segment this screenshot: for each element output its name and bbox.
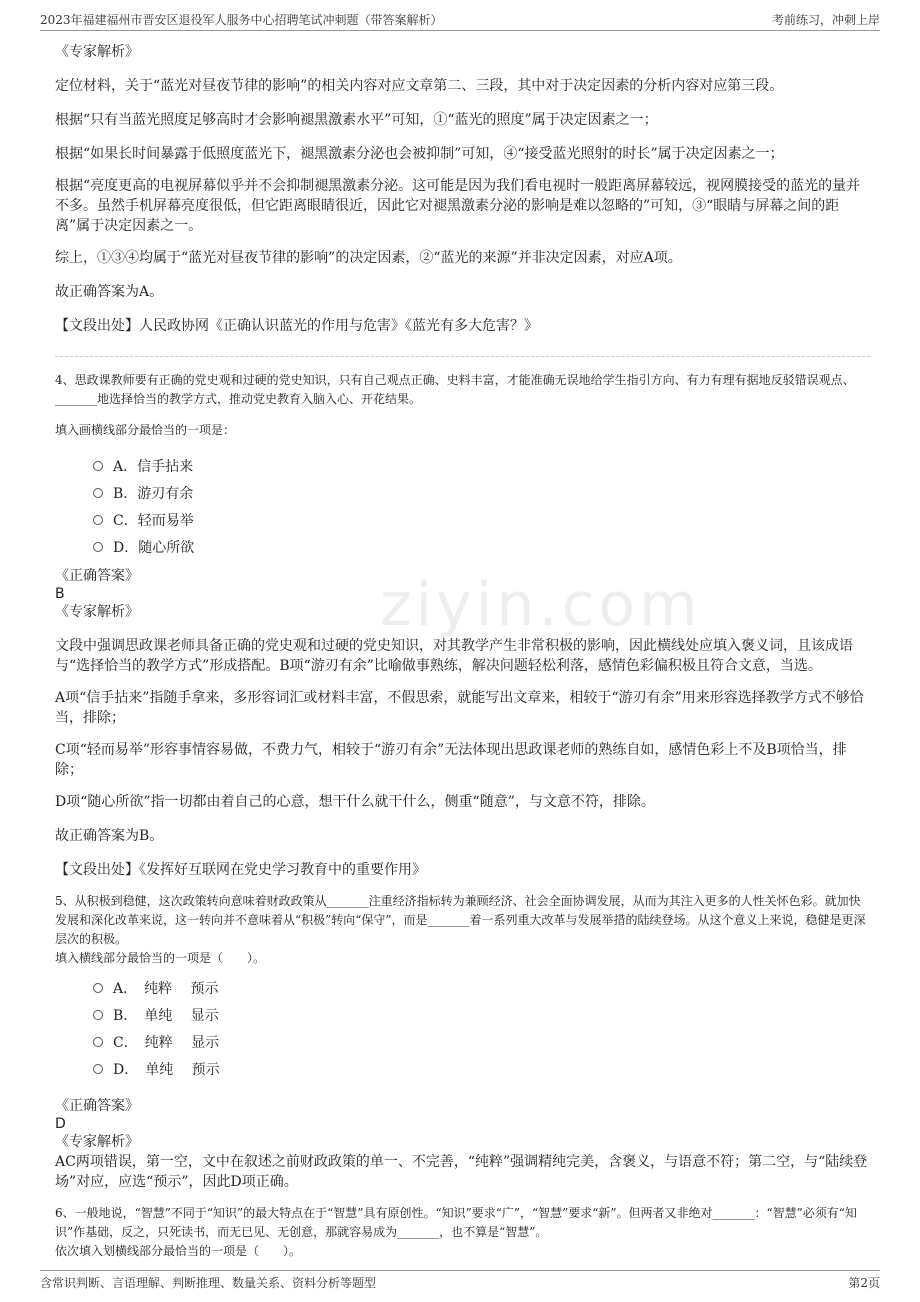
question-4	[55, 371, 870, 880]
option-label: A．信手拈来	[113, 458, 194, 475]
analysis-label: 《专家解析》	[55, 1134, 139, 1150]
option-c[interactable]	[93, 506, 870, 533]
answer-value: B	[55, 586, 65, 602]
option-label: B． 单纯 显示	[113, 1007, 219, 1024]
analysis-paragraph: C项“轻而易举”形容事情容易做，不费力气，相较于“游刃有余”无法体现出思政课老师的熟练自如，感情色彩上不及B项恰当，排除；	[55, 742, 847, 778]
option-b[interactable]	[93, 1001, 870, 1028]
page-number: 第2页	[848, 1275, 880, 1290]
radio-icon[interactable]	[93, 542, 103, 552]
question-3-analysis	[55, 42, 870, 336]
answer-conclusion: 故正确答案为B。	[55, 828, 164, 844]
page-content	[55, 42, 870, 1261]
page-footer	[40, 1270, 880, 1293]
analysis-paragraph: 根据“只有当蓝光照度足够高时才会影响褪黑激素水平”可知，①“蓝光的照度”属于决定因素之一；	[55, 112, 658, 128]
question-prompt: 依次填入划横线部分最恰当的一项是（ ）。	[55, 1244, 302, 1258]
analysis-paragraph: A项“信手拈来”指随手拿来，多形容词汇或材料丰富，不假思索，就能写出文章来，相较于“游刃有余”用来形容选择教学方式不够恰当，排除；	[55, 690, 864, 726]
header-slogan: 考前练习，冲刺上岸	[771, 12, 880, 27]
divider	[55, 356, 870, 357]
answer-label: 《正确答案》	[55, 568, 139, 584]
analysis-label: 《专家解析》	[55, 604, 139, 620]
question-stem: 4、思政课教师要有正确的党史观和过硬的党史知识，只有自己观点正确、史料丰富，才能准确无误地给学生指引方向、有力有理有据地反驳错误观点、_______地选择恰当的教学方式，推动党史教育入脑入心、开花结果。	[55, 373, 855, 406]
option-d[interactable]	[93, 533, 870, 560]
option-c[interactable]	[93, 1028, 870, 1055]
analysis-paragraph: 根据“亮度更高的电视屏幕似乎并不会抑制褪黑激素分泌。这可能是因为我们看电视时一般距离屏幕较远，视网膜接受的蓝光的量并不多。虽然手机屏幕亮度很低，但它距离眼睛很近，因此它对褪黑激素分泌的影响是难以忽略的”可知，③“眼睛与屏幕之间的距离”属于决定因素之一。	[55, 178, 861, 234]
radio-icon[interactable]	[93, 1064, 103, 1074]
analysis-paragraph: D项“随心所欲”指一切都由着自己的心意，想干什么就干什么，侧重“随意”，与文意不符，排除。	[55, 794, 655, 810]
footer-note: 含常识判断、言语理解、判断推理、数量关系、资料分析等题型	[40, 1275, 377, 1290]
option-label: A． 纯粹 预示	[113, 980, 219, 997]
radio-icon[interactable]	[93, 983, 103, 993]
question-prompt: 填入画横线部分最恰当的一项是：	[55, 423, 236, 437]
question-6	[55, 1204, 870, 1261]
question-stem: 5、从积极到稳健，这次政策转向意味着财政政策从_______注重经济指标转为兼顾经济、社会全面协调发展，从而为其注入更多的人性关怀色彩。就加快发展和深化改革来说，这一转向并不意味着从“积极”转向“保守”，而是_______着一系列重大改革与发展举措的陆续登场。从这个意义上来说，稳健是更深层次的积极。	[55, 894, 866, 946]
analysis-paragraph: 综上，①③④均属于“蓝光对昼夜节律的影响”的决定因素，②“蓝光的来源”并非决定因素，对应A项。	[55, 250, 682, 266]
watermark: ziyin.com	[380, 570, 702, 640]
option-label: C． 纯粹 显示	[113, 1034, 220, 1051]
option-label: B．游刃有余	[113, 485, 194, 502]
radio-icon[interactable]	[93, 1010, 103, 1020]
page-header	[40, 8, 880, 31]
radio-icon[interactable]	[93, 1037, 103, 1047]
option-b[interactable]	[93, 479, 870, 506]
source-citation: 【文段出处】人民政协网《正确认识蓝光的作用与危害》《蓝光有多大危害？》	[55, 318, 538, 334]
question-stem: 6、一般地说，“智慧”不同于“知识”的最大特点在于“智慧”具有原创性。“知识”要求“广”，“智慧”要求“新”。但两者又非绝对_______：“智慧”必须有“知识”作基础，反之，只死读书，而无已见、无创意，那就容易成为_______，也不算是“智慧”。	[55, 1206, 857, 1239]
options-list	[93, 974, 870, 1082]
answer-conclusion: 故正确答案为A。	[55, 284, 164, 300]
answer-label: 《正确答案》	[55, 1098, 139, 1114]
option-label: D． 单纯 预示	[113, 1061, 220, 1078]
analysis-paragraph: 文段中强调思政课老师具备正确的党史观和过硬的党史知识，对其教学产生非常积极的影响，因此横线处应填入褒义词，且该成语与“选择恰当的教学方式”形成搭配。B项“游刃有余”比喻做事熟练，解决问题轻松利落，感情色彩偏积极且符合文意，当选。	[55, 638, 853, 674]
options-list	[93, 452, 870, 560]
option-a[interactable]	[93, 974, 870, 1001]
option-label: D．随心所欲	[113, 539, 195, 556]
radio-icon[interactable]	[93, 488, 103, 498]
option-a[interactable]	[93, 452, 870, 479]
radio-icon[interactable]	[93, 461, 103, 471]
question-prompt: 填入横线部分最恰当的一项是（ ）。	[55, 951, 266, 965]
header-title: 2023年福建福州市晋安区退役军人服务中心招聘笔试冲刺题（带答案解析）	[40, 12, 443, 27]
option-d[interactable]	[93, 1055, 870, 1082]
radio-icon[interactable]	[93, 515, 103, 525]
analysis-paragraph: 定位材料，关于“蓝光对昼夜节律的影响”的相关内容对应文章第二、三段，其中对于决定因素的分析内容对应第三段。	[55, 78, 784, 94]
analysis-paragraph: 根据“如果长时间暴露于低照度蓝光下，褪黑激素分泌也会被抑制”可知，④“接受蓝光照射的时长”属于决定因素之一；	[55, 146, 784, 162]
option-label: C．轻而易举	[113, 512, 194, 529]
question-5	[55, 892, 870, 1192]
analysis-paragraph: AC两项错误，第一空，文中在叙述之前财政政策的单一、不完善，“纯粹”强调精纯完美，含褒义，与语意不符；第二空，与“陆续登场”对应，应选“预示”，因此D项正确。	[55, 1154, 868, 1190]
source-citation: 【文段出处】《发挥好互联网在党史学习教育中的重要作用》	[55, 862, 426, 878]
analysis-label: 《专家解析》	[55, 44, 139, 60]
answer-value: D	[55, 1116, 66, 1132]
